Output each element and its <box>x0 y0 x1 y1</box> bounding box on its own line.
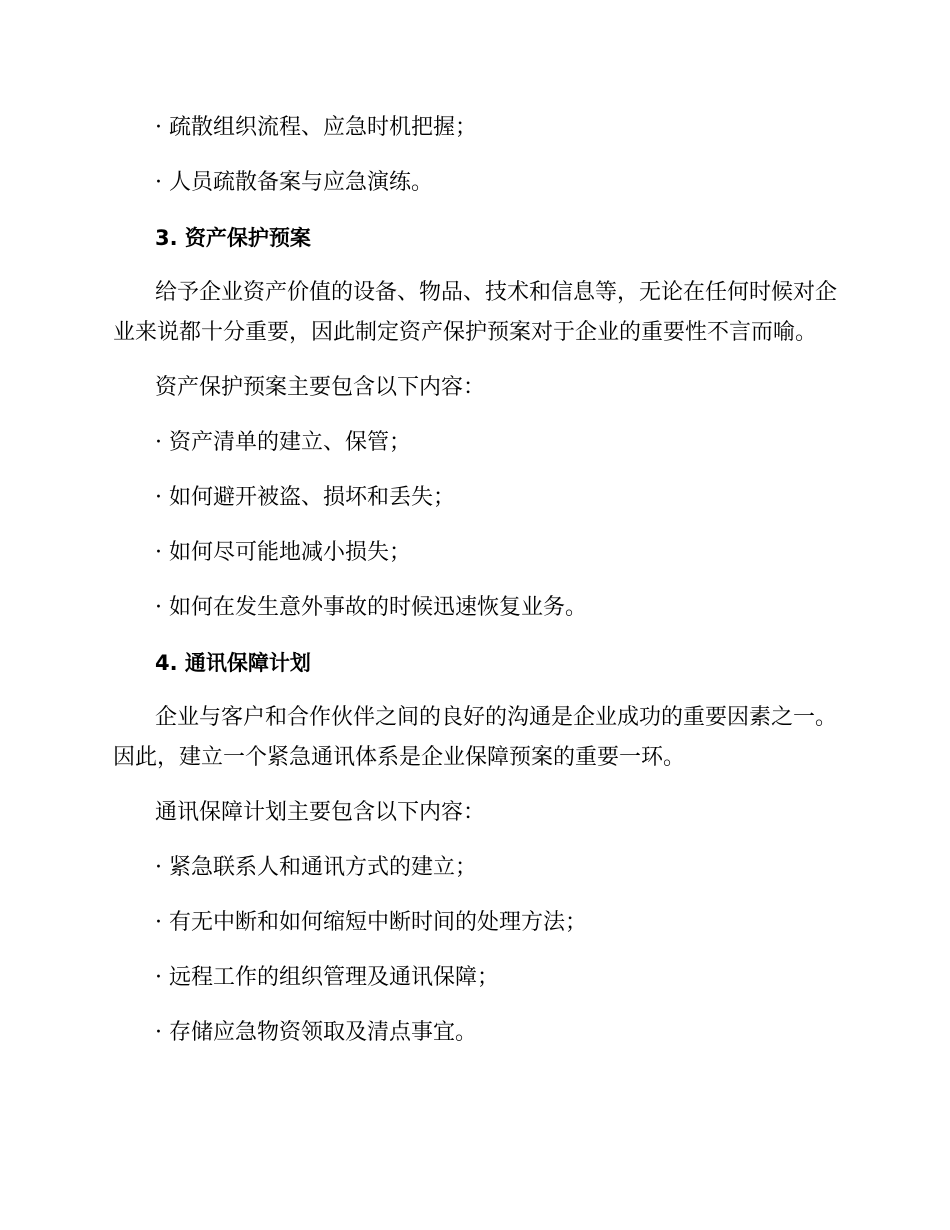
paragraph-line: 企业与客户和合作伙伴之间的良好的沟通是企业成功的重要因素之一。 <box>155 705 838 730</box>
bullet-item: · 资产清单的建立、保管； <box>155 430 411 455</box>
bullet-item: · 有无中断和如何缩短中断时间的处理方法； <box>155 910 587 935</box>
paragraph-line: 业来说都十分重要，因此制定资产保护预案对于企业的重要性不言而喻。 <box>113 320 818 345</box>
bullet-item: · 疏散组织流程、应急时机把握； <box>155 115 477 140</box>
bullet-item: · 远程工作的组织管理及通讯保障； <box>155 965 499 990</box>
section-heading: 4. 通讯保障计划 <box>155 651 311 675</box>
bullet-item: · 紧急联系人和通讯方式的建立； <box>155 855 477 880</box>
bullet-item: · 如何尽可能地减小损失； <box>155 540 411 565</box>
bullet-item: · 人员疏散备案与应急演练。 <box>155 170 433 195</box>
paragraph-line: 通讯保障计划主要包含以下内容： <box>155 800 486 825</box>
paragraph-line: 给予企业资产价值的设备、物品、技术和信息等，无论在任何时候对企 <box>155 280 838 305</box>
bullet-item: · 存储应急物资领取及清点事宜。 <box>155 1020 477 1045</box>
section-heading: 3. 资产保护预案 <box>155 226 311 250</box>
bullet-item: · 如何在发生意外事故的时候迅速恢复业务。 <box>155 595 587 620</box>
paragraph-line: 资产保护预案主要包含以下内容： <box>155 375 486 400</box>
paragraph-line: 因此，建立一个紧急通讯体系是企业保障预案的重要一环。 <box>113 745 686 770</box>
bullet-item: · 如何避开被盗、损坏和丢失； <box>155 485 455 510</box>
